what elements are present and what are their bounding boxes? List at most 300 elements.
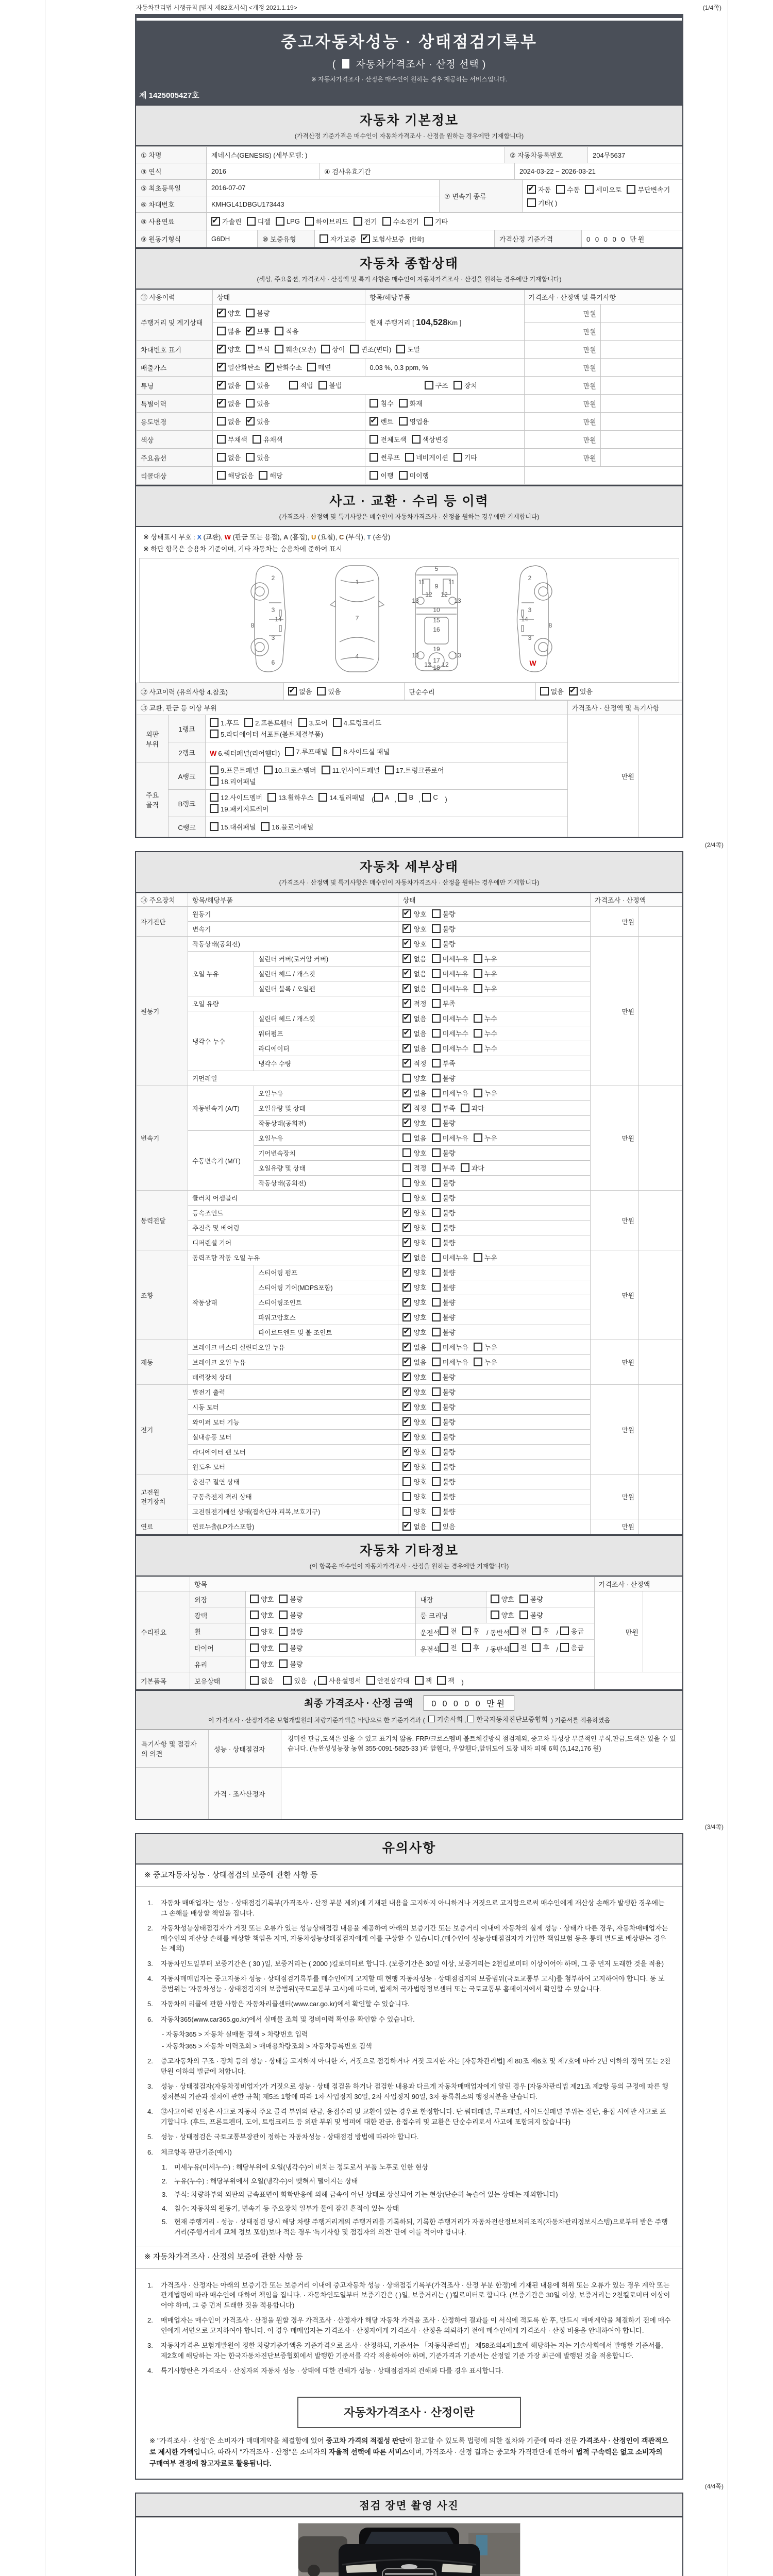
- checkbox-option[interactable]: [402, 1133, 426, 1143]
- checkbox-option[interactable]: [432, 1238, 456, 1247]
- checkbox-checked[interactable]: [402, 1343, 411, 1351]
- checkbox-checked[interactable]: [402, 969, 411, 978]
- checkbox-unchecked[interactable]: [250, 1595, 259, 1603]
- checkbox-option[interactable]: [440, 1626, 457, 1636]
- checkbox-option[interactable]: [432, 1282, 456, 1292]
- checkbox-unchecked[interactable]: [279, 1611, 288, 1619]
- checkbox-option[interactable]: [250, 1643, 274, 1653]
- checkbox-option[interactable]: [432, 939, 456, 948]
- checkbox-unchecked[interactable]: [354, 217, 362, 226]
- checkbox-unchecked[interactable]: [382, 217, 391, 226]
- checkbox-unchecked[interactable]: [432, 909, 441, 918]
- checkbox-unchecked[interactable]: [432, 1133, 441, 1142]
- checkbox-unchecked[interactable]: [246, 453, 255, 462]
- checkbox-unchecked[interactable]: [519, 1595, 528, 1603]
- checkbox-option[interactable]: [432, 1193, 456, 1202]
- checkbox-unchecked[interactable]: [510, 1643, 518, 1652]
- checkbox-checked[interactable]: [217, 345, 226, 353]
- checkbox-unchecked[interactable]: [217, 453, 226, 462]
- checkbox-option[interactable]: [210, 822, 256, 832]
- checkbox-option[interactable]: [354, 216, 377, 226]
- checkbox-option[interactable]: [210, 804, 268, 814]
- checkbox-unchecked[interactable]: [527, 198, 536, 207]
- checkbox-unchecked[interactable]: [276, 217, 284, 226]
- checkbox-option[interactable]: [402, 1492, 426, 1501]
- checkbox-unchecked[interactable]: [432, 984, 441, 993]
- checkbox-checked[interactable]: [402, 1029, 411, 1038]
- checkbox-unchecked[interactable]: [425, 381, 433, 389]
- checkbox-unchecked[interactable]: [474, 969, 482, 978]
- checkbox-option[interactable]: [474, 954, 497, 963]
- checkbox-checked[interactable]: [402, 1462, 411, 1471]
- checkbox-option[interactable]: [246, 308, 270, 318]
- checkbox-unchecked[interactable]: [540, 687, 549, 696]
- checkbox-checked[interactable]: [569, 687, 578, 696]
- checkbox-checked[interactable]: [402, 1014, 411, 1023]
- checkbox-option[interactable]: [332, 747, 390, 756]
- checkbox-option[interactable]: [321, 344, 345, 354]
- checkbox-option[interactable]: [432, 924, 456, 934]
- checkbox-option[interactable]: [210, 765, 259, 775]
- checkbox-option[interactable]: [402, 984, 426, 993]
- checkbox-option[interactable]: [432, 998, 456, 1008]
- checkbox-unchecked[interactable]: [210, 822, 219, 831]
- checkbox-option[interactable]: [402, 1462, 426, 1471]
- checkbox-option[interactable]: [246, 416, 270, 426]
- checkbox-checked[interactable]: [402, 1044, 411, 1053]
- checkbox-checked[interactable]: [402, 1522, 411, 1531]
- checkbox-unchecked[interactable]: [474, 1133, 482, 1142]
- checkbox-option[interactable]: [532, 1642, 549, 1652]
- checkbox-option[interactable]: [217, 380, 241, 390]
- checkbox-unchecked[interactable]: [369, 399, 378, 408]
- checkbox-option[interactable]: [402, 1148, 426, 1158]
- checkbox-checked[interactable]: [402, 1298, 411, 1307]
- checkbox-unchecked[interactable]: [261, 822, 270, 831]
- checkbox-option[interactable]: [399, 416, 429, 426]
- checkbox-unchecked[interactable]: [275, 345, 283, 353]
- checkbox-checked[interactable]: [402, 1104, 411, 1112]
- checkbox-option[interactable]: [289, 380, 313, 390]
- checkbox-option[interactable]: [318, 1675, 361, 1685]
- checkbox-option[interactable]: [247, 216, 271, 226]
- checkbox-option[interactable]: [402, 1432, 426, 1442]
- checkbox-option[interactable]: [627, 184, 670, 194]
- checkbox-unchecked[interactable]: [267, 793, 276, 802]
- checkbox-unchecked[interactable]: [246, 345, 255, 353]
- checkbox-option[interactable]: [246, 398, 270, 408]
- checkbox-unchecked[interactable]: [432, 1462, 441, 1471]
- checkbox-checked[interactable]: [217, 381, 226, 389]
- checkbox-option[interactable]: [432, 1267, 456, 1277]
- checkbox-checked[interactable]: [402, 909, 411, 918]
- checkbox-unchecked[interactable]: [532, 1643, 541, 1652]
- checkbox-option[interactable]: [285, 747, 327, 756]
- checkbox-unchecked[interactable]: [432, 1313, 441, 1321]
- checkbox-checked[interactable]: [402, 984, 411, 993]
- checkbox-option[interactable]: [585, 184, 621, 194]
- checkbox-unchecked[interactable]: [217, 435, 226, 444]
- checkbox-option[interactable]: [474, 969, 497, 978]
- checkbox-checked[interactable]: [402, 939, 411, 948]
- checkbox-unchecked[interactable]: [217, 327, 226, 335]
- checkbox-option[interactable]: [474, 1013, 497, 1023]
- checkbox-option[interactable]: [402, 1178, 426, 1188]
- checkbox-option[interactable]: [250, 1610, 274, 1620]
- checkbox-option[interactable]: [415, 1675, 432, 1685]
- checkbox-unchecked[interactable]: [432, 1402, 441, 1411]
- checkbox-unchecked[interactable]: [491, 1595, 499, 1603]
- checkbox-unchecked[interactable]: [246, 399, 255, 408]
- checkbox-option[interactable]: [432, 1208, 456, 1217]
- checkbox-option[interactable]: [288, 686, 312, 696]
- checkbox-unchecked[interactable]: [402, 1492, 411, 1501]
- checkbox-unchecked[interactable]: [264, 766, 273, 774]
- checkbox-unchecked[interactable]: [250, 1676, 259, 1685]
- checkbox-option[interactable]: [369, 452, 400, 462]
- checkbox-option[interactable]: [402, 909, 426, 919]
- checkbox-unchecked[interactable]: [585, 185, 594, 194]
- checkbox-option[interactable]: [527, 184, 551, 194]
- checkbox-option[interactable]: [412, 434, 448, 444]
- checkbox-checked[interactable]: [246, 417, 255, 426]
- checkbox-option[interactable]: [432, 1521, 456, 1531]
- checkbox-option[interactable]: [432, 1118, 456, 1128]
- checkbox-unchecked[interactable]: [432, 1268, 441, 1277]
- checkbox-option[interactable]: [402, 1103, 426, 1113]
- checkbox-option[interactable]: [432, 1447, 456, 1456]
- checkbox-unchecked[interactable]: [244, 718, 253, 727]
- checkbox-option[interactable]: [279, 1659, 303, 1669]
- checkbox-unchecked[interactable]: [432, 1417, 441, 1426]
- checkbox-unchecked[interactable]: [275, 327, 283, 335]
- checkbox-option[interactable]: [432, 1178, 456, 1188]
- checkbox-option[interactable]: [217, 308, 241, 318]
- checkbox-unchecked[interactable]: [350, 345, 359, 353]
- checkbox-unchecked[interactable]: [385, 766, 394, 774]
- checkbox-option[interactable]: [275, 326, 298, 336]
- checkbox-option[interactable]: [264, 765, 316, 775]
- checkbox-unchecked[interactable]: [432, 1148, 441, 1157]
- checkbox-unchecked[interactable]: [432, 954, 441, 963]
- checkbox-option[interactable]: [275, 344, 316, 354]
- checkbox-option[interactable]: [298, 718, 328, 727]
- checkbox-option[interactable]: [432, 1372, 456, 1382]
- checkbox-option[interactable]: [261, 822, 313, 832]
- checkbox-unchecked[interactable]: [474, 954, 482, 963]
- checkbox-unchecked[interactable]: [560, 1643, 569, 1652]
- checkbox-option[interactable]: [217, 452, 241, 462]
- checkbox-unchecked[interactable]: [333, 718, 342, 727]
- checkbox-option[interactable]: [217, 344, 241, 354]
- checkbox-unchecked[interactable]: [432, 1477, 441, 1486]
- checkbox-unchecked[interactable]: [432, 1059, 441, 1067]
- checkbox-option[interactable]: [396, 344, 420, 354]
- checkbox-checked[interactable]: [402, 1118, 411, 1127]
- checkbox-option[interactable]: [540, 686, 564, 696]
- checkbox-option[interactable]: [402, 1387, 426, 1397]
- checkbox-unchecked[interactable]: [279, 1659, 288, 1668]
- checkbox-unchecked[interactable]: [402, 1507, 411, 1516]
- checkbox-checked[interactable]: [402, 1313, 411, 1321]
- checkbox-unchecked[interactable]: [250, 1627, 259, 1636]
- checkbox-unchecked[interactable]: [474, 1253, 482, 1262]
- checkbox-option[interactable]: [250, 1594, 274, 1604]
- checkbox-option[interactable]: [560, 1642, 584, 1652]
- checkbox-unchecked[interactable]: [432, 924, 441, 933]
- checkbox-checked[interactable]: [402, 1238, 411, 1247]
- checkbox-unchecked[interactable]: [415, 1676, 424, 1685]
- checkbox-unchecked[interactable]: [432, 1193, 441, 1202]
- checkbox-unchecked[interactable]: [332, 747, 341, 756]
- checkbox-option[interactable]: [402, 1521, 426, 1531]
- checkbox-option[interactable]: [569, 686, 593, 696]
- checkbox-option[interactable]: [402, 1477, 426, 1486]
- checkbox-option[interactable]: [402, 939, 426, 948]
- checkbox-option[interactable]: [402, 1447, 426, 1456]
- checkbox-option[interactable]: [402, 1193, 426, 1202]
- checkbox-unchecked[interactable]: [474, 1358, 482, 1366]
- checkbox-option[interactable]: [402, 1118, 426, 1128]
- checkbox-option[interactable]: [432, 1028, 468, 1038]
- checkbox-unchecked[interactable]: [440, 1643, 448, 1652]
- checkbox-option[interactable]: [432, 1342, 468, 1352]
- checkbox-checked[interactable]: [402, 1402, 411, 1411]
- checkbox-option[interactable]: [432, 1462, 456, 1471]
- checkbox-unchecked[interactable]: [398, 793, 407, 802]
- checkbox-checked[interactable]: [402, 999, 411, 1008]
- checkbox-option[interactable]: [402, 1163, 426, 1173]
- checkbox-option[interactable]: [402, 1342, 426, 1352]
- checkbox-unchecked[interactable]: [210, 766, 219, 774]
- checkbox-unchecked[interactable]: [279, 1595, 288, 1603]
- checkbox-option[interactable]: [366, 1675, 410, 1685]
- checkbox-unchecked[interactable]: [412, 435, 421, 444]
- checkbox-option[interactable]: [461, 1103, 484, 1113]
- checkbox-option[interactable]: [432, 984, 468, 993]
- checkbox-unchecked[interactable]: [432, 1104, 441, 1112]
- checkbox-unchecked[interactable]: [369, 435, 378, 444]
- checkbox-unchecked[interactable]: [285, 747, 294, 756]
- checkbox-option[interactable]: [402, 1252, 426, 1262]
- checkbox-unchecked[interactable]: [432, 1432, 441, 1441]
- checkbox-unchecked[interactable]: [462, 1626, 471, 1635]
- checkbox-option[interactable]: [474, 1043, 497, 1053]
- checkbox-unchecked[interactable]: [432, 1298, 441, 1307]
- checkbox-option[interactable]: [279, 1594, 303, 1604]
- checkbox-option[interactable]: [510, 1642, 527, 1652]
- checkbox-option[interactable]: [259, 470, 282, 480]
- checkbox-unchecked[interactable]: [432, 1178, 441, 1187]
- checkbox-option[interactable]: [217, 326, 241, 336]
- checkbox-unchecked[interactable]: [432, 1118, 441, 1127]
- checkbox-unchecked[interactable]: [259, 471, 267, 480]
- checkbox-option[interactable]: [402, 998, 426, 1008]
- checkbox-option[interactable]: [402, 1327, 426, 1337]
- checkbox-unchecked[interactable]: [556, 185, 565, 194]
- checkbox-option[interactable]: [402, 1058, 426, 1068]
- checkbox-option[interactable]: [246, 380, 270, 390]
- checkbox-checked[interactable]: [217, 399, 226, 408]
- checkbox-option[interactable]: [432, 1297, 456, 1307]
- checkbox-unchecked[interactable]: [210, 804, 219, 813]
- checkbox-checked[interactable]: [402, 1432, 411, 1441]
- checkbox-option[interactable]: [432, 1477, 456, 1486]
- checkbox-option[interactable]: [402, 1043, 426, 1053]
- checkbox-option[interactable]: [217, 398, 241, 408]
- checkbox-option[interactable]: [402, 924, 426, 934]
- checkbox-unchecked[interactable]: [402, 1193, 411, 1202]
- checkbox-unchecked[interactable]: [432, 999, 441, 1008]
- checkbox-option[interactable]: [527, 198, 557, 208]
- checkbox-checked[interactable]: [402, 1253, 411, 1262]
- checkbox-option[interactable]: [474, 1133, 497, 1143]
- checkbox-unchecked[interactable]: [289, 381, 298, 389]
- checkbox-unchecked[interactable]: [250, 1611, 259, 1619]
- checkbox-unchecked[interactable]: [432, 1253, 441, 1262]
- checkbox-checked[interactable]: [402, 954, 411, 963]
- checkbox-option[interactable]: [432, 1357, 468, 1367]
- checkbox-option[interactable]: [432, 1148, 456, 1158]
- checkbox-option[interactable]: [210, 718, 239, 727]
- checkbox-unchecked[interactable]: [437, 1676, 446, 1685]
- checkbox-checked[interactable]: [402, 1417, 411, 1426]
- checkbox-option[interactable]: [432, 1163, 456, 1173]
- checkbox-unchecked[interactable]: [461, 1104, 469, 1112]
- checkbox-unchecked[interactable]: [317, 687, 326, 696]
- checkbox-option[interactable]: [402, 1402, 426, 1412]
- checkbox-unchecked[interactable]: [432, 1223, 441, 1232]
- checkbox-checked[interactable]: [361, 234, 370, 243]
- checkbox-unchecked[interactable]: [318, 381, 327, 389]
- checkbox-option[interactable]: [474, 1342, 497, 1352]
- checkbox-unchecked[interactable]: [461, 1163, 469, 1172]
- checkbox-unchecked[interactable]: [402, 1133, 411, 1142]
- checkbox-unchecked[interactable]: [402, 1074, 411, 1082]
- checkbox-option[interactable]: [402, 1028, 426, 1038]
- checkbox-unchecked[interactable]: [210, 730, 219, 738]
- checkbox-option[interactable]: [432, 1506, 456, 1516]
- checkbox-unchecked[interactable]: [402, 1148, 411, 1157]
- checkbox-option[interactable]: [402, 969, 426, 978]
- checkbox-option[interactable]: [265, 362, 302, 372]
- checkbox-unchecked[interactable]: [432, 1014, 441, 1023]
- checkbox-unchecked[interactable]: [322, 766, 330, 774]
- checkbox-option[interactable]: [432, 1013, 468, 1023]
- checkbox-checked[interactable]: [402, 924, 411, 933]
- checkbox-option[interactable]: [519, 1610, 543, 1620]
- checkbox-unchecked[interactable]: [432, 1044, 441, 1053]
- checkbox-unchecked[interactable]: [246, 309, 255, 317]
- checkbox-option[interactable]: [422, 793, 438, 802]
- checkbox-unchecked[interactable]: [474, 984, 482, 993]
- checkbox-unchecked[interactable]: [432, 1089, 441, 1097]
- checkbox-checked[interactable]: [265, 363, 274, 371]
- checkbox-unchecked[interactable]: [432, 939, 441, 948]
- checkbox-option[interactable]: [350, 344, 391, 354]
- checkbox-checked[interactable]: [402, 1387, 411, 1396]
- checkbox-option[interactable]: [440, 1642, 457, 1652]
- checkbox-unchecked[interactable]: [298, 718, 307, 727]
- checkbox-option[interactable]: [432, 1103, 456, 1113]
- checkbox-option[interactable]: [432, 1133, 468, 1143]
- checkbox-option[interactable]: [267, 792, 313, 802]
- checkbox-option[interactable]: [369, 434, 406, 444]
- checkbox-checked[interactable]: [527, 185, 536, 194]
- checkbox-unchecked[interactable]: [399, 399, 408, 408]
- checkbox-option[interactable]: [453, 380, 477, 390]
- checkbox-option[interactable]: [432, 1402, 456, 1412]
- checkbox-option[interactable]: [246, 344, 270, 354]
- checkbox-option[interactable]: [318, 380, 342, 390]
- checkbox-unchecked[interactable]: [283, 1676, 292, 1685]
- checkbox-option[interactable]: [402, 1267, 426, 1277]
- checkbox-unchecked[interactable]: [432, 1328, 441, 1336]
- checkbox-option[interactable]: [432, 1223, 456, 1232]
- checkbox-option[interactable]: [210, 792, 262, 802]
- checkbox-unchecked[interactable]: [369, 453, 378, 462]
- checkbox-unchecked[interactable]: [402, 1163, 411, 1172]
- checkbox-option[interactable]: [519, 1594, 543, 1604]
- checkbox-unchecked[interactable]: [246, 381, 255, 389]
- checkbox-option[interactable]: [402, 1417, 426, 1427]
- checkbox-option[interactable]: [318, 792, 364, 802]
- checkbox-unchecked[interactable]: [432, 1522, 441, 1531]
- checkbox-option[interactable]: [246, 326, 270, 336]
- checkbox-unchecked[interactable]: [432, 1074, 441, 1082]
- checkbox-option[interactable]: [402, 1208, 426, 1217]
- checkbox-unchecked[interactable]: [432, 1163, 441, 1172]
- checkbox-unchecked[interactable]: [318, 793, 327, 802]
- checkbox-option[interactable]: [405, 452, 448, 462]
- checkbox-option[interactable]: [491, 1610, 514, 1620]
- checkbox-option[interactable]: [283, 1675, 307, 1685]
- checkbox-option[interactable]: [432, 1387, 456, 1397]
- checkbox-option[interactable]: [369, 416, 393, 426]
- checkbox-checked[interactable]: [402, 1208, 411, 1217]
- checkbox-option[interactable]: [556, 184, 580, 194]
- checkbox-option[interactable]: [432, 1417, 456, 1427]
- checkbox-unchecked[interactable]: [307, 363, 316, 371]
- checkbox-option[interactable]: [453, 452, 477, 462]
- checkbox-unchecked[interactable]: [432, 1387, 441, 1396]
- checkbox-option[interactable]: [402, 1238, 426, 1247]
- checkbox-option[interactable]: [210, 729, 323, 739]
- checkbox-option[interactable]: [399, 470, 429, 480]
- checkbox-checked[interactable]: [402, 1059, 411, 1067]
- checkbox-unchecked[interactable]: [405, 453, 414, 462]
- checkbox-option[interactable]: [253, 434, 283, 444]
- checkbox-option[interactable]: [424, 216, 448, 226]
- checkbox-unchecked[interactable]: [366, 1676, 375, 1685]
- checkbox-checked[interactable]: [217, 363, 226, 371]
- checkbox-checked[interactable]: [288, 687, 297, 696]
- checkbox-option[interactable]: [402, 1357, 426, 1367]
- checkbox-option[interactable]: [369, 470, 393, 480]
- checkbox-unchecked[interactable]: [432, 1343, 441, 1351]
- checkbox-option[interactable]: [402, 1088, 426, 1098]
- checkbox-unchecked[interactable]: [532, 1626, 541, 1635]
- checkbox-option[interactable]: [402, 954, 426, 963]
- checkbox-option[interactable]: [374, 793, 390, 802]
- checkbox-unchecked[interactable]: [210, 777, 219, 786]
- checkbox-option[interactable]: [385, 765, 444, 775]
- checkbox-checked[interactable]: [402, 1089, 411, 1097]
- checkbox-option[interactable]: [279, 1626, 303, 1636]
- checkbox-option[interactable]: [432, 954, 468, 963]
- checkbox-option[interactable]: [211, 216, 242, 226]
- checkbox-option[interactable]: [402, 1073, 426, 1083]
